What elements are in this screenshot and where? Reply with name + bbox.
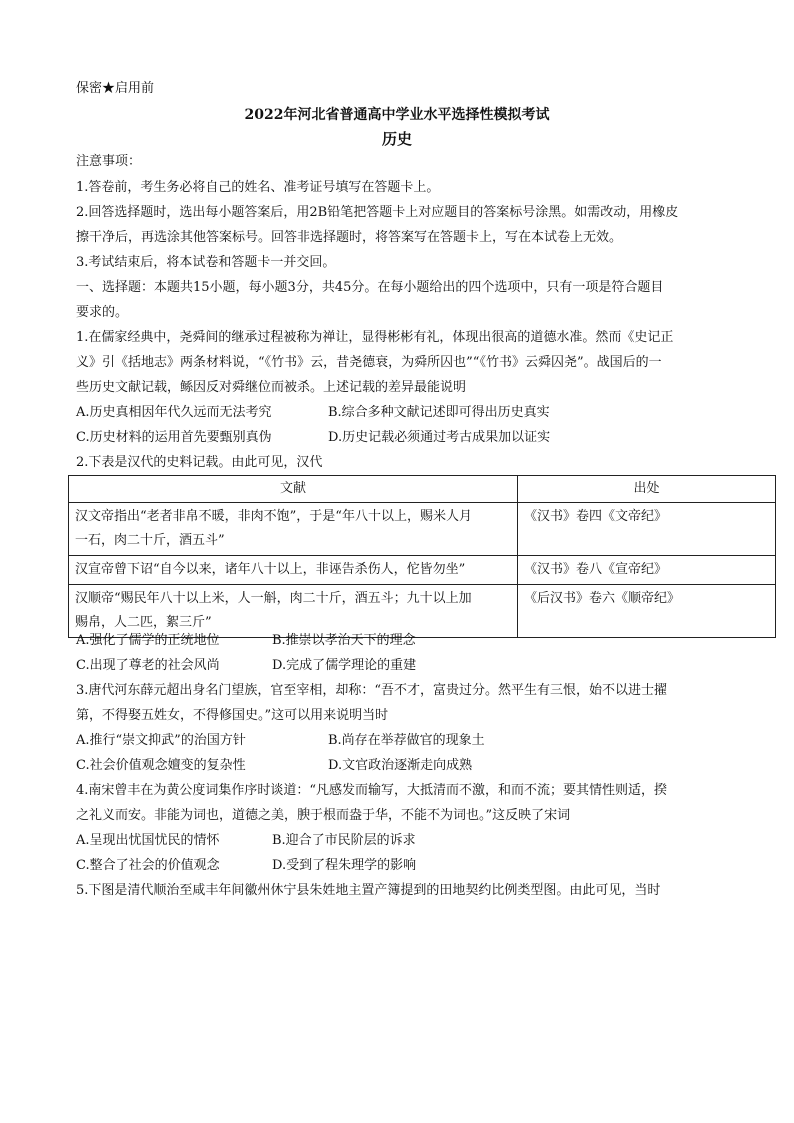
q4-stem-line-1: 4.南宋曾丰在为黄公度词集作序时谈道：“凡感发而输写，大抵清而不激，和而不流；要其情性则适，揆 xyxy=(76,783,668,798)
q3-stem-line-2: 第，不得娶五姓女，不得修国史。”这可以用来说明当时 xyxy=(76,708,389,723)
q1-option-d: D.历史记载必须通过考古成果加以证实 xyxy=(328,430,551,445)
table-header-document: 文献 xyxy=(69,476,518,503)
table-cell-document xyxy=(69,503,518,556)
q3-option-b: B.尚存在举荐做官的现象土 xyxy=(328,733,485,748)
table-cell-source: 《后汉书》卷六《顺帝纪》 xyxy=(518,585,776,638)
q1-option-b: B.综合多种文献记述即可得出历史真实 xyxy=(328,405,550,420)
q4-option-b: B.迎合了市民阶层的诉求 xyxy=(272,833,416,848)
notice-item-1: 1.答卷前，考生务必将自己的姓名、准考证号填写在答题卡上。 xyxy=(76,180,440,195)
q3-option-d: D.文官政治逐渐走向成熟 xyxy=(328,758,473,773)
table-row xyxy=(69,503,776,556)
notice-item-2-line-2: 擦干净后，再选涂其他答案标号。回答非选择题时，将答案写在答题卡上，写在本试卷上无效。 xyxy=(76,230,623,245)
table-cell-text: 汉宣帝曾下诏“自今以来，诸年八十以上，非诬告杀伤人，佗皆勿坐” xyxy=(75,562,466,577)
q2-option-a: A.强化了儒学的正统地位 xyxy=(76,633,220,648)
q2-option-c: C.出现了尊老的社会风尚 xyxy=(76,658,220,673)
notice-item-3: 3.考试结束后，将本试卷和答题卡一并交回。 xyxy=(76,255,336,270)
section-1-instructions-line-2: 要求的。 xyxy=(76,305,129,320)
q1-stem-line-1: 1.在儒家经典中，尧舜间的继承过程被称为禅让，显得彬彬有礼，体现出很高的道德水准。然而《史记正 xyxy=(76,330,674,345)
table-cell-text: 一石，肉二十斤，酒五斗” xyxy=(75,533,225,548)
q2-option-b: B.推崇以孝治天下的理念 xyxy=(272,633,416,648)
q4-stem-line-2: 之礼义而安。非能为词也，道德之美，腴于根而盎于华，不能不为词也。”这反映了宋词 xyxy=(76,808,571,823)
q4-option-a: A.呈现出忧国忧民的情怀 xyxy=(76,833,220,848)
table-cell-document xyxy=(69,585,518,638)
q4-option-c: C.整合了社会的价值观念 xyxy=(76,858,220,873)
table-header-source: 出处 xyxy=(518,476,776,503)
table-row xyxy=(69,556,776,585)
section-1-instructions-line-1: 一、选择题：本题共15小题，每小题3分，共45分。在每小题给出的四个选项中，只有一项是符合题目 xyxy=(76,280,664,295)
q2-source-table xyxy=(68,475,776,638)
q2-stem: 2.下表是汉代的史料记载。由此可见，汉代 xyxy=(76,455,323,470)
confidential-label: 保密★启用前 xyxy=(76,81,155,96)
exam-title: 2022年河北省普通高中学业水平选择性模拟考试 xyxy=(244,107,550,123)
q1-stem-line-2: 义》引《括地志》两条材料说，“《竹书》云，昔尧德衰，为舜所囚也”“《竹书》云舜囚尧”。战国后的一 xyxy=(76,355,662,370)
table-cell-text: 汉顺帝“赐民年八十以上米，人一斛，肉二十斤，酒五斗；九十以上加 xyxy=(75,591,472,606)
q1-stem-line-3: 些历史文献记载，鲧因反对舜继位而被杀。上述记载的差异最能说明 xyxy=(76,380,467,395)
table-cell-source: 《汉书》卷四《文帝纪》 xyxy=(518,503,776,556)
q3-option-c: C.社会价值观念嬗变的复杂性 xyxy=(76,758,246,773)
q2-option-d: D.完成了儒学理论的重建 xyxy=(272,658,417,673)
table-cell-document xyxy=(69,556,518,585)
table-cell-text: 赐帛，人二匹，絮三斤” xyxy=(75,615,212,630)
table-cell-text: 汉文帝指出“老者非帛不暖，非肉不饱”，于是“年八十以上，赐米人月 xyxy=(75,509,472,524)
q1-option-c: C.历史材料的运用首先要甄别真伪 xyxy=(76,430,272,445)
subject-title: 历史 xyxy=(381,130,412,148)
q5-stem-line-1: 5.下图是清代顺治至咸丰年间徽州休宁县朱姓地主置产簿提到的田地契约比例类型图。由此可见，当时 xyxy=(76,883,661,898)
table-row xyxy=(69,585,776,638)
q4-option-d: D.受到了程朱理学的影响 xyxy=(272,858,417,873)
notice-item-2-line-1: 2.回答选择题时，选出每小题答案后，用2B铅笔把答题卡上对应题目的答案标号涂黑。如需改动，用橡皮 xyxy=(76,205,679,220)
q3-stem-line-1: 3.唐代河东薛元超出身名门望族，官至宰相，却称：“吾不才，富贵过分。然平生有三恨，始不以进士擢 xyxy=(76,683,668,698)
notice-heading: 注意事项： xyxy=(76,154,142,169)
table-cell-source: 《汉书》卷八《宣帝纪》 xyxy=(518,556,776,585)
table-header-row xyxy=(69,476,776,503)
q3-option-a: A.推行“崇文抑武”的治国方针 xyxy=(76,733,246,748)
q1-option-a: A.历史真相因年代久远而无法考究 xyxy=(76,405,272,420)
